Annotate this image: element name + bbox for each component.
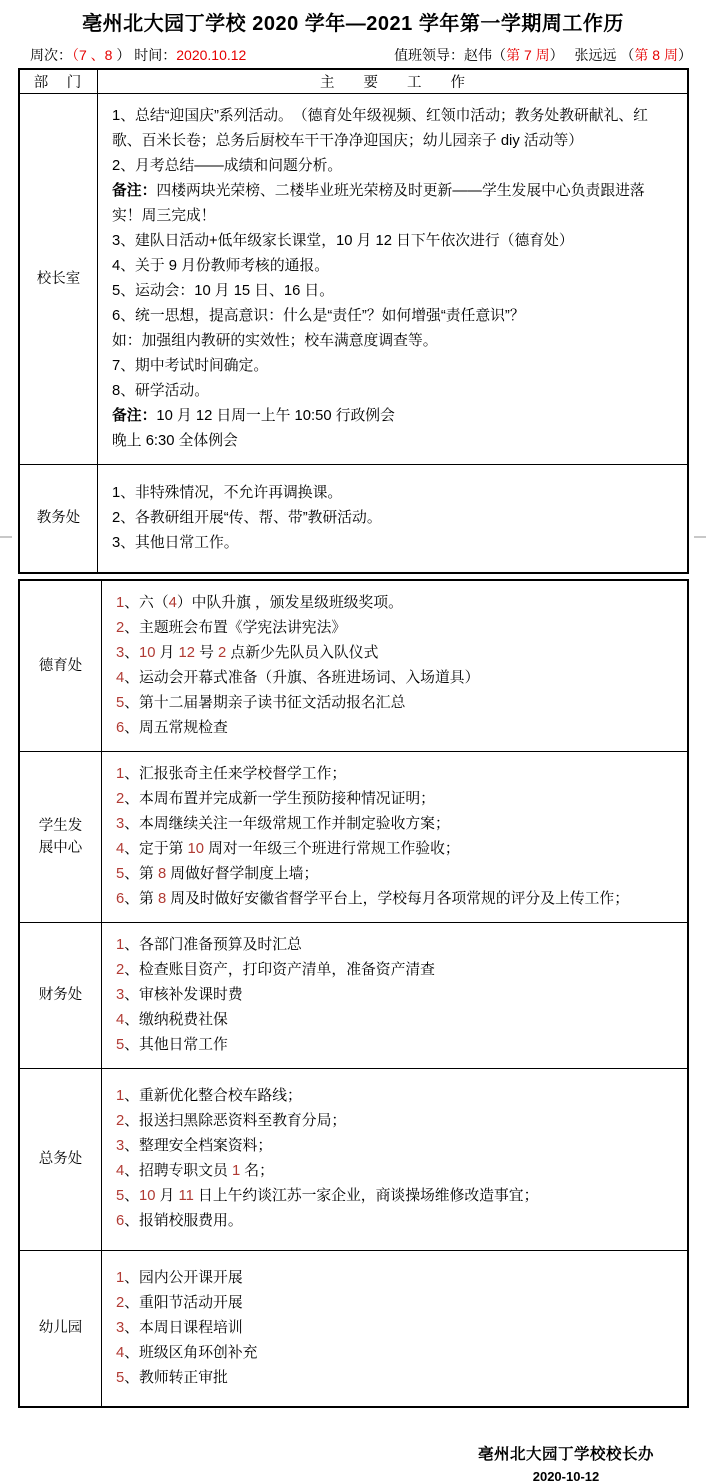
red-number: 3	[116, 815, 125, 832]
table-row	[19, 751, 688, 922]
meta-highlight-text: 第 7 周	[506, 47, 550, 63]
meta-text: ） 时间：	[116, 47, 177, 63]
department-name: 德育处	[38, 657, 83, 674]
page-break-mark-left	[0, 536, 12, 538]
department-column-header: 部 门	[19, 69, 98, 94]
red-number: 1	[116, 1088, 125, 1104]
work-cell	[102, 922, 689, 1068]
work-line: 4、运动会开幕式准备（升旗、各班进场词、入场道具）	[116, 669, 480, 686]
work-line: 备注：10 月 12 日周一上午 10:50 行政例会	[112, 408, 395, 424]
department-cell	[19, 580, 102, 752]
work-line: 2、主题班会布置《学宪法讲宪法》	[116, 619, 347, 636]
meta-duty-leaders	[394, 45, 692, 65]
work-line: 2、报送扫黑除恶资料至教育分局；	[116, 1113, 347, 1129]
department-cell	[19, 94, 98, 465]
department-cell	[19, 751, 102, 922]
work-line: 4、班级区角环创补充	[116, 1344, 258, 1361]
work-line: 1、各部门准备预算及时汇总	[116, 936, 302, 953]
red-number: 5	[116, 1188, 125, 1204]
work-line: 5、10 月 11 日上午约谈江苏一家企业，商谈操场维修改造事宜；	[116, 1188, 539, 1204]
work-line: 2、本周布置并完成新一学生预防接种情况证明；	[116, 790, 435, 807]
work-cell	[102, 1068, 689, 1250]
work-line: 7、期中考试时间确定。	[112, 358, 269, 374]
department-cell	[19, 465, 98, 573]
work-line: 2、各教研组开展“传、帮、带”教研活动。	[112, 509, 382, 526]
red-number: 4	[168, 594, 177, 611]
department-name: 总务处	[38, 1151, 83, 1167]
table-row	[19, 465, 688, 573]
document-title: 亳州北大园丁学校 2020 学年—2021 学年第一学期周工作历	[82, 13, 624, 35]
red-number: 5	[116, 1369, 125, 1386]
meta-highlight-text: 第 8 周	[634, 47, 678, 63]
main-work-column-header: 主 要 工 作	[98, 69, 689, 94]
work-line: 3、整理安全档案资料；	[116, 1138, 273, 1154]
red-number: 11	[178, 1188, 194, 1204]
table-row	[19, 1250, 688, 1407]
work-cell	[98, 465, 689, 573]
work-cell	[102, 751, 689, 922]
work-line: 4、缴纳税费社保	[116, 1011, 228, 1028]
meta-text: 值班领导：赵伟（	[394, 47, 507, 63]
red-number: 6	[116, 1213, 125, 1229]
work-line: 8、研学活动。	[112, 383, 210, 399]
work-line: 5、第十二届暑期亲子读书征文活动报名汇总	[116, 694, 406, 711]
table-row	[19, 922, 688, 1068]
red-number: 1	[116, 1269, 125, 1286]
department-name: 学生发	[38, 817, 83, 834]
page-break-mark-right	[694, 536, 706, 538]
work-line: 5、其他日常工作	[116, 1036, 228, 1053]
red-number: 3	[116, 644, 125, 661]
red-number: 1	[231, 1163, 241, 1179]
red-number: 4	[116, 1344, 125, 1361]
red-number: 2	[116, 790, 125, 807]
work-line-note-label: 备注：	[112, 183, 157, 199]
red-number: 2	[116, 619, 125, 636]
red-number: 3	[116, 1138, 125, 1154]
red-number: 10	[139, 1188, 156, 1204]
table-row	[19, 1068, 688, 1250]
work-line: 1、园内公开课开展	[116, 1269, 243, 1286]
meta-row	[0, 36, 706, 68]
work-line-note-label: 备注：	[112, 408, 157, 424]
work-line: 3、10 月 12 号 2 点新少先队员入队仪式	[116, 644, 379, 661]
red-number: 3	[116, 1319, 125, 1336]
meta-week-time	[30, 45, 246, 65]
red-number: 5	[116, 865, 125, 882]
meta-highlight-text: （7 、8	[72, 47, 117, 63]
work-line: 5、教师转正审批	[116, 1369, 228, 1386]
work-line: 1、总结“迎国庆”系列活动。 （德育处年级视频、红领巾活动；教务处教研献礼、红歌、百米长卷；总务后厨校车干干净净迎国庆；幼儿园亲子 diy 活动等）	[112, 108, 648, 149]
work-line: 6、周五常规检查	[116, 719, 228, 736]
red-number: 4	[116, 1163, 125, 1179]
red-number: 1	[116, 936, 125, 953]
meta-text: ） 张远远 （	[549, 47, 635, 63]
work-line: 1、非特殊情况，不允许再调换课。	[112, 484, 343, 501]
meta-text: ）	[678, 47, 692, 63]
department-name: 教务处	[36, 510, 81, 527]
work-line: 6、统一思想，提高意识：什么是“责任”？如何增强“责任意识”？	[112, 308, 525, 324]
red-number: 4	[116, 840, 125, 857]
red-number: 6	[116, 719, 125, 736]
work-line: 4、定于第 10 周对一年级三个班进行常规工作验收；	[116, 840, 460, 857]
work-line: 6、报销校服费用。	[116, 1213, 243, 1229]
work-line: 2、检查账目资产，打印资产清单，准备资产清查	[116, 961, 435, 978]
department-cell	[19, 1068, 102, 1250]
red-number: 1	[116, 765, 125, 782]
footer-date: 2020-10-12	[532, 1469, 600, 1484]
work-line: 4、关于 9 月份教师考核的通报。	[112, 258, 330, 274]
work-table-page-1	[18, 68, 689, 574]
red-number: 5	[116, 1036, 125, 1053]
work-line: 2、月考总结——成绩和问题分析。	[112, 158, 343, 174]
work-cell	[102, 1250, 689, 1407]
work-line: 5、运动会：10 月 15 日、16 日。	[112, 283, 335, 299]
department-name: 财务处	[38, 987, 83, 1003]
department-name: 幼儿园	[38, 1320, 83, 1337]
work-line: 2、重阳节活动开展	[116, 1294, 243, 1311]
work-cell	[98, 94, 689, 465]
work-line: 3、本周继续关注一年级常规工作并制定验收方案；	[116, 815, 450, 832]
work-line: 5、第 8 周做好督学制度上墙；	[116, 865, 319, 882]
department-name: 展中心	[38, 839, 83, 856]
meta-text: 周次：	[30, 47, 72, 63]
department-cell	[19, 922, 102, 1068]
red-number: 10	[139, 644, 156, 661]
work-line: 1、六（4）中队升旗 ，颁发星级班级奖项。	[116, 594, 403, 611]
red-number: 8	[157, 890, 167, 907]
work-line: 1、重新优化整合校车路线；	[116, 1088, 302, 1104]
work-line: 3、审核补发课时费	[116, 986, 243, 1003]
work-table-page-2	[18, 579, 689, 1409]
work-line: 3、其他日常工作。	[112, 534, 239, 551]
work-line: 1、汇报张奇主任来学校督学工作；	[116, 765, 347, 782]
red-number: 2	[116, 1294, 125, 1311]
red-number: 12	[178, 644, 196, 661]
red-number: 2	[218, 644, 227, 661]
work-line: 晚上 6:30 全体例会	[112, 433, 238, 449]
work-line: 4、招聘专职文员 1 名；	[116, 1163, 274, 1179]
red-number: 4	[116, 669, 125, 686]
red-number: 5	[116, 694, 125, 711]
department-cell	[19, 1250, 102, 1407]
meta-highlight-text: 2020.10.12	[176, 47, 247, 63]
footer	[478, 1442, 654, 1484]
footer-office-name: 亳州北大园丁学校校长办	[477, 1446, 654, 1463]
work-line: 如：加强组内教研的实效性；校车满意度调查等。	[112, 333, 438, 349]
work-line: 备注：四楼两块光荣榜、二楼毕业班光荣榜及时更新——学生发展中心负责跟进落实！周三完成！	[112, 183, 645, 224]
red-number: 8	[157, 865, 167, 882]
red-number: 2	[116, 961, 125, 978]
work-line: 6、第 8 周及时做好安徽省督学平台上，学校每月各项常规的评分及上传工作；	[116, 890, 630, 907]
page-break-gap	[0, 574, 706, 579]
work-cell	[102, 580, 689, 752]
work-line: 3、本周日课程培训	[116, 1319, 243, 1336]
table-row	[19, 94, 688, 465]
red-number: 1	[116, 594, 125, 611]
red-number: 6	[116, 890, 125, 907]
red-number: 2	[116, 1113, 125, 1129]
red-number: 10	[187, 840, 205, 857]
table-header-row	[19, 69, 688, 94]
table-row	[19, 580, 688, 752]
red-number: 4	[116, 1011, 125, 1028]
work-line: 3、建队日活动+低年级家长课堂，10 月 12 日下午依次进行（德育处）	[112, 233, 574, 249]
department-name: 校长室	[36, 271, 81, 287]
red-number: 3	[116, 986, 125, 1003]
